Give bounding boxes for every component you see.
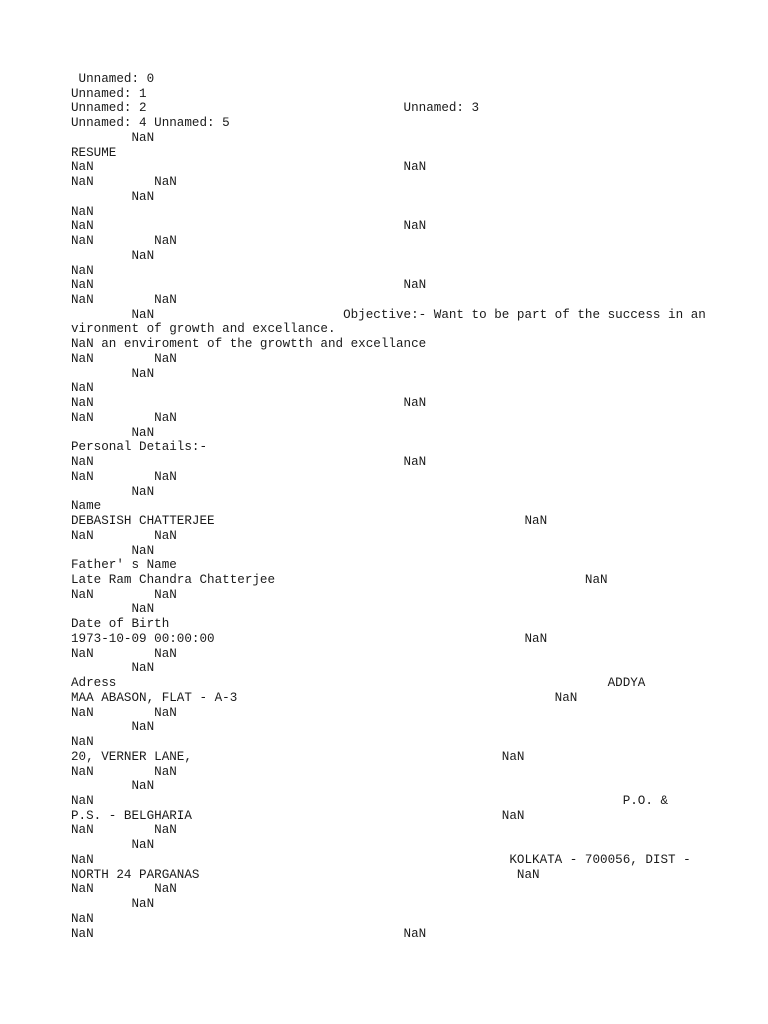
text-line: NaN Objective:- Want to be part of the success in an	[71, 307, 706, 322]
text-line: NaN	[71, 897, 155, 912]
text-line: NaN	[71, 130, 155, 145]
text-line: RESUME	[71, 145, 117, 160]
text-line: NaN NaN	[71, 219, 427, 234]
text-line: NaN	[71, 779, 155, 794]
text-line: NaN NaN	[71, 587, 177, 602]
text-line: NaN NaN	[71, 926, 427, 941]
text-line: NaN	[71, 366, 155, 381]
text-line: vironment of growth and excellance.	[71, 322, 336, 337]
text-line: NaN NaN	[71, 175, 177, 190]
text-line: NaN	[71, 484, 155, 499]
text-line: NaN NaN	[71, 351, 177, 366]
text-line: NaN NaN	[71, 396, 427, 411]
text-line: NaN KOLKATA - 700056, DIST -	[71, 852, 691, 867]
text-line: NaN	[71, 381, 94, 396]
text-line: NaN NaN	[71, 410, 177, 425]
text-line: NaN	[71, 543, 155, 558]
text-line: NaN	[71, 248, 155, 263]
text-line: NaN NaN	[71, 705, 177, 720]
text-line: NaN P.O. &	[71, 793, 669, 808]
text-line: NaN	[71, 911, 94, 926]
text-line: NaN NaN	[71, 278, 427, 293]
text-line: NaN NaN	[71, 764, 177, 779]
text-line: Father' s Name	[71, 558, 177, 573]
text-line: NaN NaN	[71, 823, 177, 838]
text-line: NaN	[71, 735, 94, 750]
text-line: Late Ram Chandra Chatterjee NaN	[71, 572, 608, 587]
text-line: NaN NaN	[71, 293, 177, 308]
text-line: MAA ABASON, FLAT - A-3 NaN	[71, 690, 578, 705]
text-line: NaN NaN	[71, 528, 177, 543]
text-line: 1973-10-09 00:00:00 NaN	[71, 631, 548, 646]
text-line: NORTH 24 PARGANAS NaN	[71, 867, 540, 882]
text-line: NaN NaN	[71, 469, 177, 484]
text-line: NaN NaN	[71, 882, 177, 897]
text-line: NaN an enviroment of the growtth and excellance	[71, 337, 427, 352]
text-line: Personal Details:-	[71, 440, 208, 455]
text-line: Unnamed: 0	[71, 72, 155, 86]
text-line: Adress ADDYA	[71, 676, 646, 691]
text-line: Date of Birth	[71, 617, 170, 632]
text-line: NaN	[71, 838, 155, 853]
text-line: Unnamed: 4 Unnamed: 5	[71, 116, 230, 131]
text-line: 20, VERNER LANE, NaN	[71, 749, 525, 764]
text-line: Unnamed: 1	[71, 86, 147, 101]
text-line: NaN	[71, 602, 155, 617]
document-body	[71, 72, 711, 941]
text-line: NaN	[71, 189, 155, 204]
text-line: NaN NaN	[71, 455, 427, 470]
text-line: NaN	[71, 720, 155, 735]
text-line: P.S. - BELGHARIA NaN	[71, 808, 525, 823]
text-line: NaN NaN	[71, 646, 177, 661]
text-line: Name	[71, 499, 102, 514]
text-line: DEBASISH CHATTERJEE NaN	[71, 514, 548, 529]
text-line: NaN NaN	[71, 234, 177, 249]
text-line: NaN	[71, 263, 94, 278]
text-line: NaN	[71, 661, 155, 676]
text-line: NaN	[71, 425, 155, 440]
text-line: Unnamed: 2 Unnamed: 3	[71, 101, 480, 116]
text-line: NaN NaN	[71, 160, 427, 175]
text-line: NaN	[71, 204, 94, 219]
document-text	[71, 72, 711, 941]
